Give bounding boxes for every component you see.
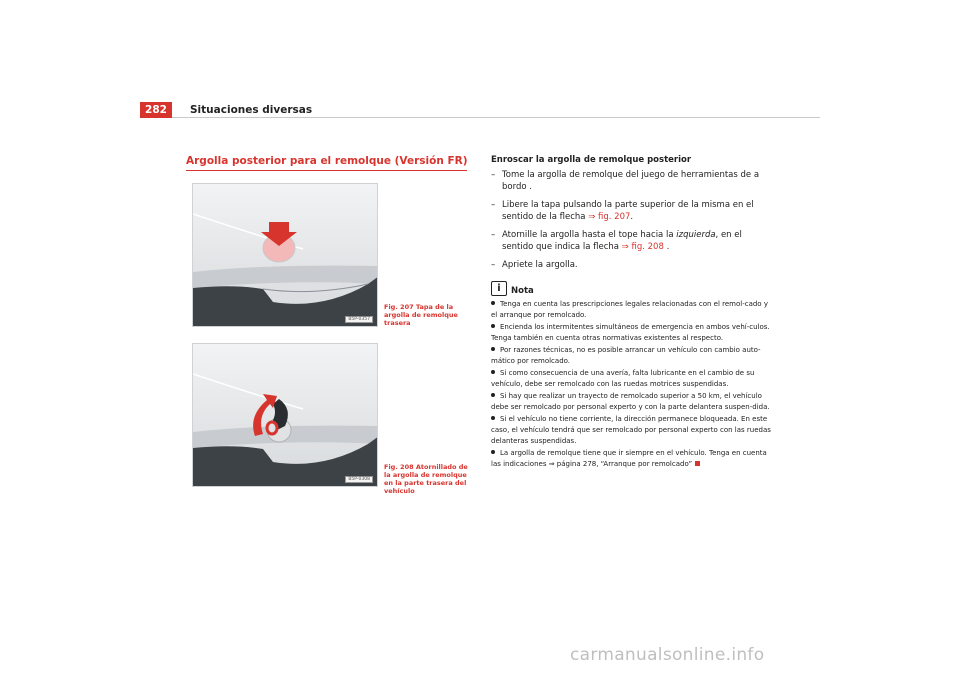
tow-hook-cover-illustration <box>193 184 378 327</box>
header-rule <box>140 117 820 118</box>
step-item <box>491 229 773 253</box>
end-of-section-icon <box>695 461 700 466</box>
step-item <box>491 199 773 223</box>
figure-208 <box>192 343 378 487</box>
note-header <box>491 281 773 296</box>
note-text: La argolla de remolque tiene que ir siempre en el vehículo. Tenga en cuenta las indicaciones ⇒ página 278, “Arranque por remolcado” <box>491 449 767 468</box>
note-item <box>491 368 773 390</box>
bullet-icon <box>491 347 495 351</box>
note-item <box>491 414 773 447</box>
tow-hook-screwing-illustration <box>193 344 378 487</box>
step-text: Tome la argolla de remolque del juego de herramientas de a bordo . <box>502 170 760 192</box>
figure-code: B5P-0308 <box>345 476 373 483</box>
note-item <box>491 345 773 367</box>
figure-code: B5P-0357 <box>345 316 373 323</box>
step-item <box>491 259 773 271</box>
note-title: Nota <box>511 286 534 296</box>
step-text-end: . <box>630 212 634 222</box>
bullet-icon <box>491 301 495 305</box>
step-text: Apriete la argolla. <box>502 260 578 270</box>
bullet-icon <box>491 324 495 328</box>
section-title: Argolla posterior para el remolque (Versión FR) <box>186 155 468 167</box>
note-text: Si el vehículo no tiene corriente, la dirección permanece bloqueada. En este caso, el vehículo tendrá que ser remolcado por personal experto con las ruedas delanteras suspendidas. <box>491 415 771 445</box>
info-note-icon: i <box>491 281 507 296</box>
note-text: Tenga en cuenta las prescripciones legales relacionadas con el remol-cado y el arranque por remolcado. <box>491 300 768 319</box>
figure-caption: Fig. 208 Atornillado de la argolla de remolque en la parte trasera del vehículo <box>384 463 468 495</box>
page-number: 282 <box>140 102 172 118</box>
chapter-title: Situaciones diversas <box>190 104 313 116</box>
note-text: Encienda los intermitentes simultáneos de emergencia en ambos vehí-culos. Tenga también en cuenta otras normativas existentes al respecto. <box>491 323 770 342</box>
subheading: Enroscar la argolla de remolque posterior <box>491 155 692 165</box>
note-text: Por razones técnicas, no es posible arrancar un vehículo con cambio auto-mático por remolcado. <box>491 346 761 365</box>
step-text-end: . <box>663 242 670 252</box>
section-rule <box>186 170 467 171</box>
bullet-icon <box>491 450 495 454</box>
bullet-icon <box>491 416 495 420</box>
step-dash: – <box>491 230 496 240</box>
step-text: Libere la tapa pulsando la parte superior de la misma en el sentido de la flecha <box>502 200 754 222</box>
figure-caption: Fig. 207 Tapa de la argolla de remolque trasera <box>384 303 458 327</box>
bullet-icon <box>491 370 495 374</box>
step-text-mid: , en el sentido que indica la flecha <box>502 230 742 252</box>
note-item <box>491 448 773 470</box>
figure-link[interactable]: ⇒ fig. 208 <box>621 242 664 252</box>
note-item <box>491 391 773 413</box>
note-text: Si como consecuencia de una avería, falta lubricante en el cambio de su vehículo, debe ser remolcado con las ruedas motrices suspendidas. <box>491 369 755 388</box>
step-text: Atornille la argolla hasta el tope hacia la <box>502 230 677 240</box>
figure-link[interactable]: ⇒ fig. 207 <box>588 212 631 222</box>
step-dash: – <box>491 200 496 210</box>
step-item <box>491 169 773 193</box>
step-dash: – <box>491 260 496 270</box>
bullet-icon <box>491 393 495 397</box>
note-text: Si hay que realizar un trayecto de remolcado superior a 50 km, el vehículo debe ser remolcado por personal experto y con la parte delantera suspen-dida. <box>491 392 770 411</box>
note-item <box>491 299 773 321</box>
step-emphasis: izquierda <box>676 230 716 240</box>
figure-207 <box>192 183 378 327</box>
note-item <box>491 322 773 344</box>
instructions-column <box>491 155 773 471</box>
step-dash: – <box>491 170 496 180</box>
watermark: carmanualsonline.info <box>570 645 765 665</box>
